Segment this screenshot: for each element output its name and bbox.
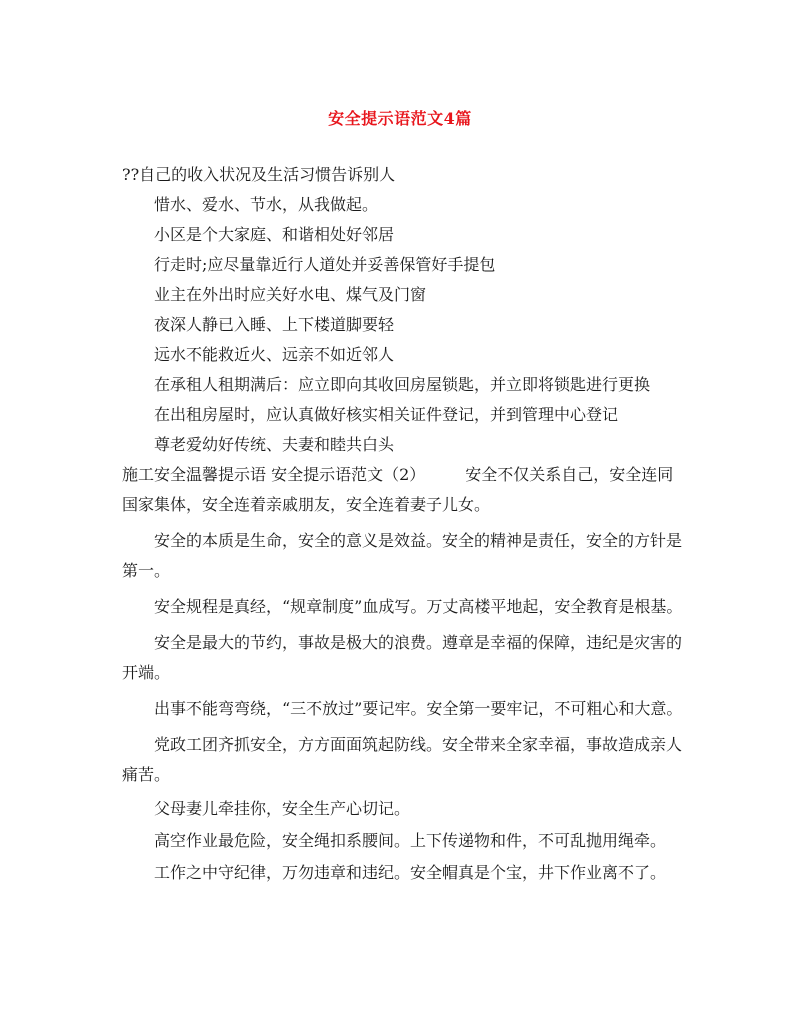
paragraph-8: 在承租人租期满后：应立即向其收回房屋锁匙，并立即将锁匙进行更换 [154,375,651,394]
paragraph-14: 安全是最大的节约，事故是极大的浪费。遵章是幸福的保障，违纪是灾害的开端。 [122,633,683,682]
paragraph-7: 远水不能救近火、远亲不如近邻人 [154,345,395,364]
paragraph-15: 出事不能弯弯绕，“三不放过”要记牢。安全第一要牢记，不可粗心和大意。 [154,699,683,718]
paragraph-13: 安全规程是真经，“规章制度”血成写。万丈高楼平地起，安全教育是根基。 [154,597,683,616]
document-title: 安全提示语范文4篇 [328,109,472,128]
paragraph-11: 施工安全温馨提示语 安全提示语范文（2） 安全不仅关系自己，安全连同国家集体，安全连着亲戚朋友，安全连着妻子儿女。 [122,465,674,514]
paragraph-4: 行走时;应尽量靠近行人道处并妥善保管好手提包 [154,255,496,274]
paragraph-12: 安全的本质是生命，安全的意义是效益。安全的精神是责任，安全的方针是第一。 [122,531,683,580]
paragraph-18: 高空作业最危险，安全绳扣系腰间。上下传递物和件，不可乱抛用绳牵。 [154,831,667,850]
document-body [122,160,687,888]
paragraph-10: 尊老爱幼好传统、夫妻和睦共白头 [154,435,395,454]
paragraph-3: 小区是个大家庭、和谐相处好邻居 [154,225,395,244]
paragraph-17: 父母妻儿牵挂你，安全生产心切记。 [154,799,411,818]
paragraph-19: 工作之中守纪律，万勿违章和违纪。安全帽真是个宝，井下作业离不了。 [154,863,667,882]
paragraph-1: ??自己的收入状况及生活习惯告诉别人 [122,165,396,184]
paragraph-5: 业主在外出时应关好水电、煤气及门窗 [154,285,427,304]
paragraph-9: 在出租房屋时，应认真做好核实相关证件登记，并到管理中心登记 [154,405,619,424]
paragraph-2: 惜水、爱水、节水，从我做起。 [154,195,379,214]
paragraph-16: 党政工团齐抓安全，方方面面筑起防线。安全带来全家幸福，事故造成亲人痛苦。 [122,735,683,784]
paragraph-6: 夜深人静已入睡、上下楼道脚要轻 [154,315,395,334]
